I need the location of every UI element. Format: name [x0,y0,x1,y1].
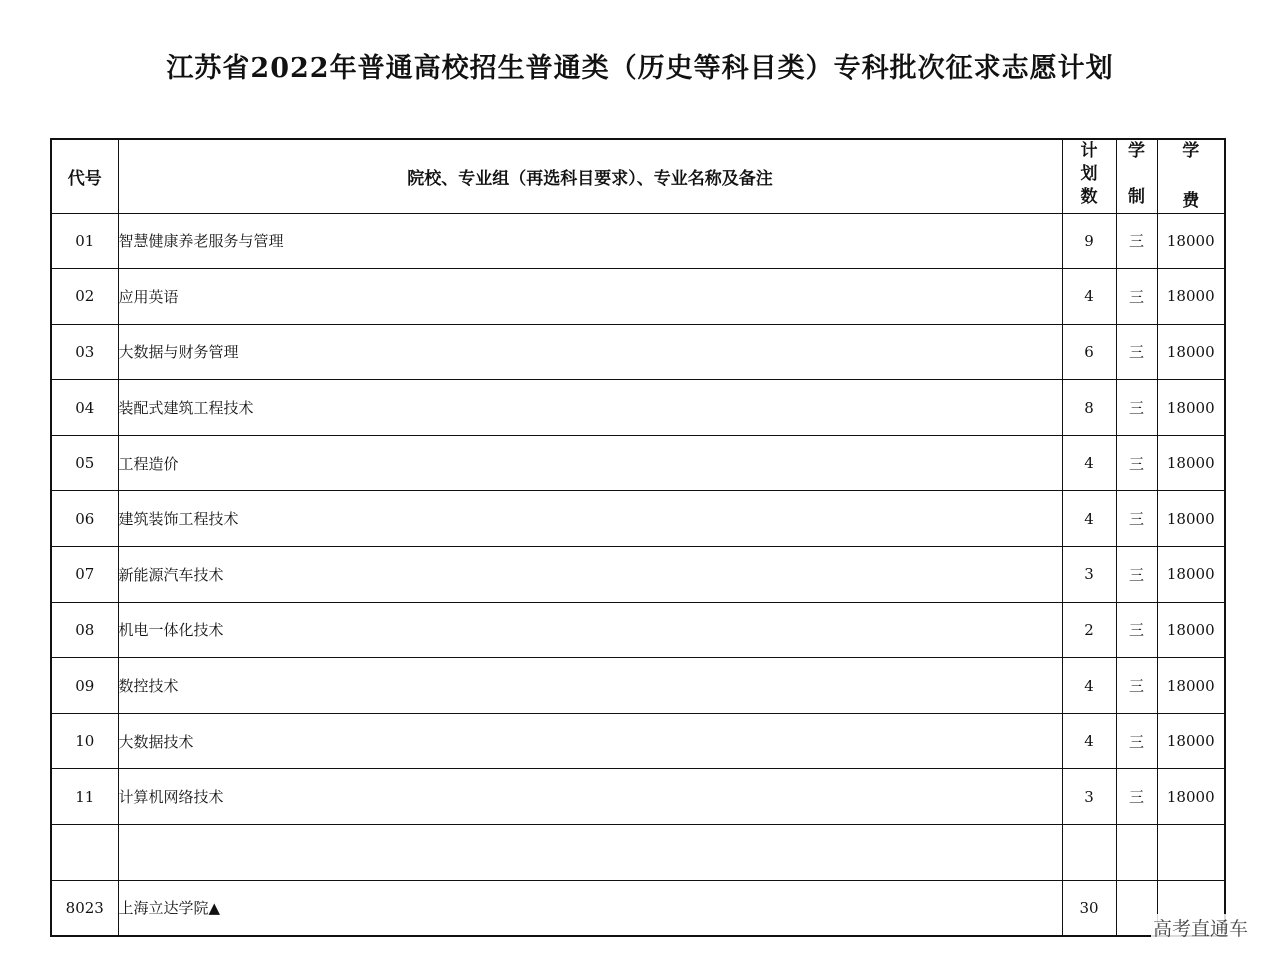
row-plan-count: 9 [1062,213,1116,269]
row-name: 装配式建筑工程技术 [118,380,1062,436]
row-plan-count: 2 [1062,602,1116,658]
row-fee: 18000 [1157,602,1225,658]
row-name [118,825,1062,881]
row-name: 新能源汽车技术 [118,547,1062,603]
header-fee [1157,139,1225,213]
row-plan-count: 3 [1062,769,1116,825]
row-plan-count [1062,825,1116,881]
row-name: 大数据与财务管理 [118,324,1062,380]
row-name: 数控技术 [118,658,1062,714]
table-row [51,880,1225,936]
row-years: 三 [1116,324,1157,380]
row-fee: 18000 [1157,213,1225,269]
header-plan-char: 数 [1080,187,1098,207]
row-plan-count: 4 [1062,269,1116,325]
row-fee: 18000 [1157,380,1225,436]
row-code: 07 [51,547,118,603]
row-fee: 18000 [1157,491,1225,547]
page-title: 江苏省2022年普通高校招生普通类（历史等科目类）专科批次征求志愿计划 [166,53,1114,84]
row-years: 三 [1116,658,1157,714]
table-body [51,213,1225,936]
table-row [51,269,1225,325]
row-fee: 18000 [1157,547,1225,603]
table-row [51,658,1225,714]
table-row [51,213,1225,269]
row-plan-count: 4 [1062,435,1116,491]
row-fee: 18000 [1157,769,1225,825]
table-row [51,769,1225,825]
row-code: 06 [51,491,118,547]
header-fee-char: 费 [1182,190,1200,211]
row-years: 三 [1116,269,1157,325]
row-code: 04 [51,380,118,436]
row-name: 计算机网络技术 [118,769,1062,825]
row-name: 建筑装饰工程技术 [118,491,1062,547]
row-plan-count: 3 [1062,547,1116,603]
row-code: 02 [51,269,118,325]
row-fee: 18000 [1157,269,1225,325]
row-plan-count: 6 [1062,324,1116,380]
row-plan-count: 30 [1062,880,1116,936]
row-name: 上海立达学院▲ [118,880,1062,936]
row-plan-count: 4 [1062,658,1116,714]
row-years: 三 [1116,435,1157,491]
table-row [51,491,1225,547]
header-fee-char: 学 [1182,141,1200,161]
row-code: 05 [51,435,118,491]
row-plan-count: 8 [1062,380,1116,436]
row-name: 应用英语 [118,269,1062,325]
row-code: 8023 [51,880,118,936]
row-name: 智慧健康养老服务与管理 [118,213,1062,269]
row-code: 09 [51,658,118,714]
row-code [51,825,118,881]
row-code: 03 [51,324,118,380]
row-fee: 18000 [1157,324,1225,380]
row-years: 三 [1116,491,1157,547]
table-row [51,713,1225,769]
row-years: 三 [1116,380,1157,436]
header-plan-char: 计 [1080,141,1098,161]
row-fee: 18000 [1157,658,1225,714]
table-row [51,435,1225,491]
row-years: 三 [1116,602,1157,658]
row-code: 11 [51,769,118,825]
table-row [51,324,1225,380]
row-code: 01 [51,213,118,269]
table-header-row [51,139,1225,213]
enrollment-plan-table [50,138,1226,937]
table-row [51,380,1225,436]
row-name: 大数据技术 [118,713,1062,769]
row-name: 机电一体化技术 [118,602,1062,658]
row-plan-count: 4 [1062,491,1116,547]
row-fee [1157,825,1225,881]
row-years: 三 [1116,769,1157,825]
table-row [51,825,1225,881]
row-years: 三 [1116,713,1157,769]
header-years-char: 制 [1128,187,1145,207]
row-years: 三 [1116,213,1157,269]
row-years [1116,825,1157,881]
row-plan-count: 4 [1062,713,1116,769]
row-fee: 18000 [1157,435,1225,491]
header-plan-char: 划 [1080,164,1098,184]
watermark: 高考直通车 [1151,914,1250,941]
header-years-char: 学 [1128,141,1145,161]
row-code: 10 [51,713,118,769]
row-code: 08 [51,602,118,658]
header-code: 代号 [51,139,118,213]
header-name: 院校、专业组（再选科目要求）、专业名称及备注 [118,139,1062,213]
row-fee: 18000 [1157,713,1225,769]
row-name: 工程造价 [118,435,1062,491]
row-years: 三 [1116,547,1157,603]
header-plan [1062,139,1116,213]
table-row [51,547,1225,603]
table-row [51,602,1225,658]
header-years [1116,139,1157,213]
